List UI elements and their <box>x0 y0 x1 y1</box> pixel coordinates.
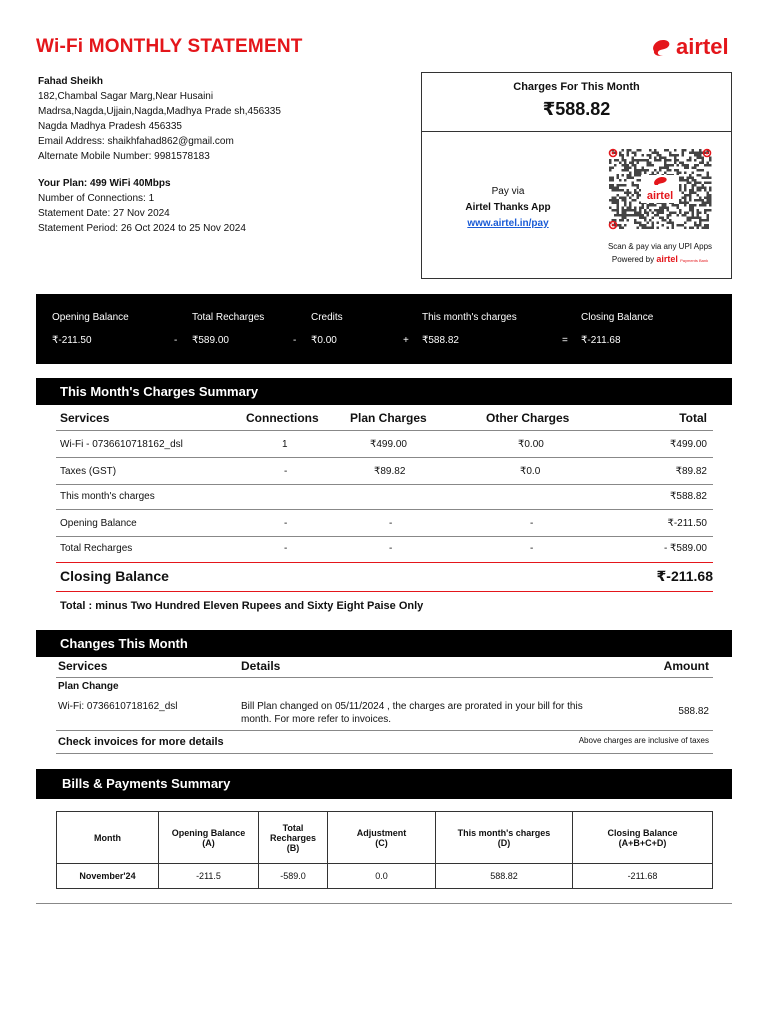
col-total: Total <box>679 411 707 425</box>
closing-balance-row <box>56 563 713 592</box>
bill-opening: -211.5 <box>159 864 259 889</box>
col-services: Services <box>58 659 108 673</box>
bill-month: November'24 <box>57 864 159 889</box>
changes-table-header <box>56 657 713 678</box>
plan-change-group: Plan Change <box>58 681 119 692</box>
service-name: This month's charges <box>60 491 155 502</box>
other-charges-value: - <box>530 543 534 554</box>
col-opening-line-1: Opening Balance <box>171 827 246 838</box>
powered-by-label: Powered by <box>611 255 655 264</box>
operator-minus-1: - <box>174 335 178 346</box>
total-recharges-label: Total Recharges <box>192 312 265 323</box>
bills-table-header <box>57 812 713 864</box>
bill-closing: -211.68 <box>573 864 713 889</box>
col-amount: Amount <box>663 659 709 673</box>
change-detail-line-1: Bill Plan changed on 05/11/2024 , the charges are prorated in your bill for this <box>241 701 583 712</box>
powered-by <box>596 253 724 267</box>
col-month-charges <box>436 812 573 864</box>
charges-for-month <box>422 73 731 132</box>
col-closing-line-1: Closing Balance <box>607 827 678 838</box>
address-line-3: Nagda Madhya Pradesh 456335 <box>38 121 182 132</box>
alternate-mobile: Alternate Mobile Number: 9981578183 <box>38 151 210 162</box>
charges-label: Charges For This Month <box>513 81 640 93</box>
col-closing-line-2: (A+B+C+D) <box>618 837 667 848</box>
powered-brand: airtel <box>656 254 678 264</box>
table-row <box>56 431 713 458</box>
customer-email: Email Address: shaikhfahad862@gmail.com <box>38 136 234 147</box>
credits-value: ₹0.00 <box>311 335 337 346</box>
table-row <box>56 510 713 537</box>
service-name: Opening Balance <box>60 518 137 529</box>
number-of-connections: Number of Connections: 1 <box>38 193 155 204</box>
scan-info <box>596 240 724 267</box>
balance-bar <box>36 294 732 364</box>
address-line-1: 182,Chambal Sagar Marg,Near Husaini <box>38 91 214 102</box>
col-other-charges: Other Charges <box>486 411 570 425</box>
pay-via-label: Pay via <box>491 186 525 197</box>
total-value: - ₹589.00 <box>663 543 707 554</box>
airtel-wordmark: airtel <box>676 34 729 59</box>
tax-inclusive-note: Above charges are inclusive of taxes <box>578 736 709 745</box>
bill-recharges: -589.0 <box>259 864 328 889</box>
col-recharges-line-2: Recharges <box>269 832 317 843</box>
col-recharges-line-3: (B) <box>286 842 300 853</box>
change-amount: 588.82 <box>678 706 709 717</box>
closing-balance-label: Closing Balance <box>581 312 654 323</box>
connections-value: 1 <box>282 439 288 450</box>
summary-table-header <box>56 405 713 431</box>
opening-balance-label: Opening Balance <box>52 312 129 323</box>
col-closing-balance <box>573 812 713 864</box>
col-charges-line-2: (D) <box>497 837 511 848</box>
other-charges-value: ₹0.00 <box>518 439 544 450</box>
airtel-logo <box>650 34 729 60</box>
plan-charges-value: - <box>389 543 393 554</box>
closing-balance-value: ₹-211.68 <box>656 568 713 584</box>
other-charges-value: ₹0.0 <box>520 466 541 477</box>
pay-app-name: Airtel Thanks App <box>465 202 551 213</box>
other-charges-value: - <box>530 518 534 529</box>
col-month-label: Month <box>94 832 121 843</box>
col-opening-line-2: (A) <box>202 837 215 848</box>
check-invoices-row <box>56 730 713 754</box>
customer-info <box>38 74 281 164</box>
col-details: Details <box>241 659 281 673</box>
statement-period: Statement Period: 26 Oct 2024 to 25 Nov 2024 <box>38 223 246 234</box>
service-name: Wi-Fi - 0736610718162_dsl <box>60 439 183 450</box>
col-recharges-line-1: Total <box>282 822 304 833</box>
bill-month-charges: 588.82 <box>436 864 573 889</box>
operator-minus-2: - <box>293 335 297 346</box>
customer-name: Fahad Sheikh <box>38 76 104 87</box>
col-adjustment-line-2: (C) <box>375 837 388 848</box>
operator-equals: = <box>562 335 568 346</box>
closing-balance-value: ₹-211.68 <box>581 335 621 346</box>
check-invoices-text[interactable]: Check invoices for more details <box>58 736 224 748</box>
change-details <box>241 700 641 726</box>
changes-header: Changes This Month <box>36 630 732 657</box>
month-charges-value: ₹588.82 <box>422 335 459 346</box>
connections-value: - <box>284 466 288 477</box>
opening-balance-value: ₹-211.50 <box>52 335 92 346</box>
table-row <box>56 458 713 485</box>
charges-amount: ₹588.82 <box>542 99 611 119</box>
scan-text: Scan & pay via any UPI Apps <box>607 242 713 251</box>
plan-charges-value: ₹499.00 <box>370 439 407 450</box>
bills-payments-header: Bills & Payments Summary <box>36 769 732 799</box>
qr-center-logo: airtel <box>646 190 674 202</box>
col-adjustment-line-1: Adjustment <box>356 827 407 838</box>
change-service: Wi-Fi: 0736610718162_dsl <box>58 701 178 712</box>
table-row <box>56 485 713 510</box>
col-connections: Connections <box>246 411 319 425</box>
total-in-words: Total : minus Two Hundred Eleven Rupees and Sixty Eight Paise Only <box>60 600 424 612</box>
total-value: ₹499.00 <box>670 439 707 450</box>
connections-value: - <box>284 518 288 529</box>
month-charges-label: This month's charges <box>422 312 517 323</box>
statement-date: Statement Date: 27 Nov 2024 <box>38 208 170 219</box>
pay-via-block <box>451 184 565 232</box>
closing-balance-label: Closing Balance <box>60 568 169 584</box>
table-row <box>57 864 713 889</box>
credits-label: Credits <box>311 312 343 323</box>
charges-summary-header: This Month's Charges Summary <box>36 378 732 405</box>
change-detail-line-2: month. For more refer to invoices. <box>241 714 392 725</box>
your-plan: Your Plan: 499 WiFi 40Mbps <box>38 178 171 189</box>
powered-sub: Payments Bank <box>680 258 709 263</box>
bills-table <box>56 811 713 889</box>
bill-adjustment: 0.0 <box>328 864 436 889</box>
total-value: ₹588.82 <box>670 491 707 502</box>
col-plan-charges: Plan Charges <box>350 411 427 425</box>
col-total-recharges <box>259 812 328 864</box>
plan-charges-value: - <box>389 518 393 529</box>
col-services: Services <box>60 411 110 425</box>
upi-qr-code[interactable] <box>607 147 713 231</box>
pay-link[interactable]: www.airtel.in/pay <box>467 218 549 229</box>
operator-plus: + <box>403 335 409 346</box>
col-adjustment <box>328 812 436 864</box>
table-row <box>56 537 713 563</box>
col-charges-line-1: This month's charges <box>457 827 551 838</box>
service-name: Taxes (GST) <box>60 466 117 477</box>
plan-info <box>38 176 246 236</box>
col-month <box>57 812 159 864</box>
total-recharges-value: ₹589.00 <box>192 335 229 346</box>
total-value: ₹-211.50 <box>667 518 707 529</box>
statement-title: Wi-Fi MONTHLY STATEMENT <box>36 36 303 57</box>
address-line-2: Madrsa,Nagda,Ujjain,Nagda,Madhya Prade sh,456335 <box>38 106 281 117</box>
col-opening-balance <box>159 812 259 864</box>
bottom-divider <box>36 903 732 904</box>
airtel-swirl-icon <box>650 37 672 57</box>
total-value: ₹89.82 <box>675 466 707 477</box>
connections-value: - <box>284 543 288 554</box>
plan-charges-value: ₹89.82 <box>374 466 406 477</box>
service-name: Total Recharges <box>60 543 133 554</box>
